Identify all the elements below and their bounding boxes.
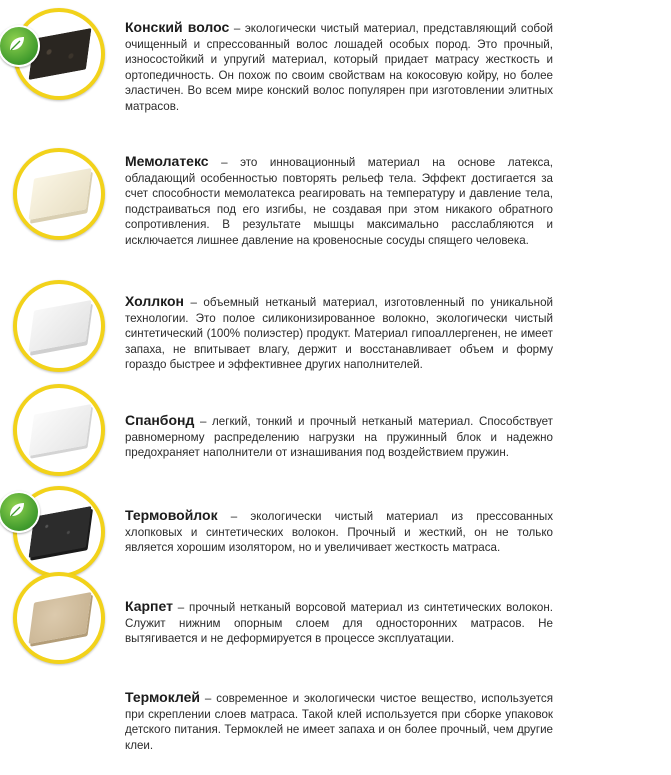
material-description xyxy=(125,413,553,461)
material-image-circle xyxy=(13,148,105,240)
leaf-icon xyxy=(0,25,40,67)
material-body: – легкий, тонкий и прочный нетканый материал. Способствует равномерному распределению нагрузки на пружинный блок и надежно предохраняет наполнители от изнашивания под воздействием пружин. xyxy=(125,415,553,459)
material-title: Холлкон xyxy=(125,293,184,309)
material-body: – объемный нетканый материал, изготовленный по уникальной технологии. Это полое силиконизированное волокно, экологически чистый синтетический (100% полиэстер) продукт. Материал гипоаллергенен, не имеет запаха, не впитывает влагу, держит и восстанавливает объем и форму гораздо быстрее и эффективнее других наполнителей. xyxy=(125,296,553,371)
material-body: – современное и экологически чистое вещество, используется при скреплении слоев матраса. Такой клей используется при сборке упаковок детского питания. Термоклей не имеет запаха и он более прочный, чем другие клеи. xyxy=(125,692,553,752)
material-body: – прочный нетканый ворсовой материал из синтетических волокон. Служит нижним опорным слоем для односторонних матрасов. Не вытягивается и не деформируется в процессе эксплуатации. xyxy=(125,601,553,645)
material-title: Конский волос xyxy=(125,19,230,35)
material-description xyxy=(125,508,553,556)
material-image-circle xyxy=(13,572,105,664)
material-title: Термоклей xyxy=(125,689,201,705)
material-body: – экологически чистый материал из прессованных хлопковых и синтетических волокон. Прочный и жесткий, он не только является хорошим изолятором, но и увеличивает жесткость матраса. xyxy=(125,510,553,554)
spunbond-swatch xyxy=(28,404,91,456)
carpet-swatch xyxy=(28,592,91,644)
material-title: Мемолатекс xyxy=(125,153,209,169)
material-body: – экологически чистый материал, представляющий собой очищенный и спрессованный волос лошадей особых пород. Это прочный, износостойкий и упругий материал, который придает матрасу жесткость и ортопедичность. Он похож по своим свойствам на кокосовую койру, но более эластичен. Во всем мире конский волос популярен при изготовлении элитных матрасов. xyxy=(125,22,553,113)
material-description xyxy=(125,154,553,248)
material-description xyxy=(125,294,553,373)
material-description xyxy=(125,20,553,114)
material-description xyxy=(125,690,553,753)
material-image-circle xyxy=(13,280,105,372)
material-title: Карпет xyxy=(125,598,173,614)
hollcon-swatch xyxy=(28,300,91,352)
material-description xyxy=(125,599,553,647)
memolatex-swatch xyxy=(28,168,91,220)
material-image-circle xyxy=(13,384,105,476)
material-body: – это инновационный материал на основе латекса, обладающий особенностью повторять рельеф тела. Эффект достигается за счет способности мемолатекса реагировать на температуру и давление тела, подстраиваться под его изгибы, не создавая при этом никакого обратного сопротивления. В результате мышцы максимально расслабляются и исключается лишнее давление на кровеносные сосуды спящего человека. xyxy=(125,156,553,247)
material-title: Термовойлок xyxy=(125,507,218,523)
material-title: Спанбонд xyxy=(125,412,195,428)
leaf-icon xyxy=(0,491,40,533)
